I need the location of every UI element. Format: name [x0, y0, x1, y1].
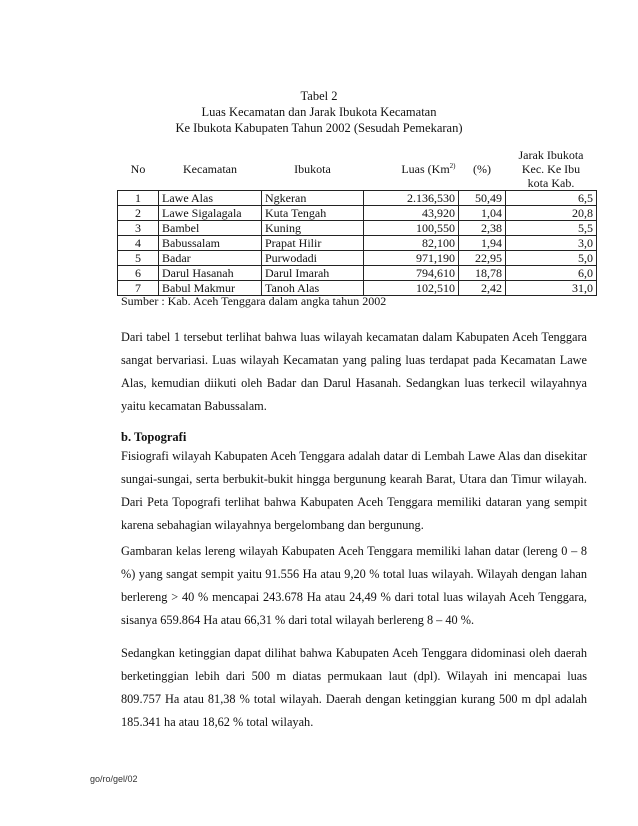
header-luas-label: Luas (Km [401, 162, 450, 176]
cell-persen: 50,49 [459, 191, 506, 206]
cell-luas: 794,610 [364, 266, 459, 281]
cell-luas: 100,550 [364, 221, 459, 236]
table-row [118, 236, 597, 251]
cell-ibukota: Purwodadi [262, 251, 364, 266]
cell-persen: 18,78 [459, 266, 506, 281]
cell-luas: 43,920 [364, 206, 459, 221]
cell-persen: 2,42 [459, 281, 506, 296]
cell-jarak: 5,5 [506, 221, 597, 236]
cell-ibukota: Tanoh Alas [262, 281, 364, 296]
cell-persen: 22,95 [459, 251, 506, 266]
cell-ibukota: Kuta Tengah [262, 206, 364, 221]
cell-no: 4 [118, 236, 159, 251]
cell-no: 1 [118, 191, 159, 206]
cell-persen: 1,04 [459, 206, 506, 221]
table-row [118, 251, 597, 266]
cell-luas: 102,510 [364, 281, 459, 296]
cell-ibukota: Prapat Hilir [262, 236, 364, 251]
cell-persen: 2,38 [459, 221, 506, 236]
page-footer: go/ro/gel/02 [90, 774, 138, 784]
cell-no: 5 [118, 251, 159, 266]
header-jarak-line1: Jarak Ibukota [518, 148, 584, 162]
table-header-row [118, 148, 597, 191]
data-table [117, 148, 597, 296]
cell-kecamatan: Badar [159, 251, 262, 266]
header-jarak [506, 148, 597, 191]
header-no: No [118, 148, 159, 191]
cell-no: 2 [118, 206, 159, 221]
header-persen: (%) [459, 148, 506, 191]
cell-ibukota: Kuning [262, 221, 364, 236]
caption-title: Tabel 2 [300, 89, 338, 103]
cell-jarak: 5,0 [506, 251, 597, 266]
cell-ibukota: Darul Imarah [262, 266, 364, 281]
table-caption [0, 88, 638, 136]
cell-no: 6 [118, 266, 159, 281]
table-row [118, 221, 597, 236]
paragraph-2: Fisiografi wilayah Kabupaten Aceh Tenggara adalah datar di Lembah Lawe Alas dan disekitar sungai-sungai, serta berbukit-bukit hingga bergunung kearah Barat, Utara dan Timur wilayah. Dari Peta Topografi terlihat bahwa Kabupaten Aceh Tenggara memiliki dataran yang sempit karena sebahagian wilayahnya bergelombang dan bergunung. [121, 449, 587, 532]
cell-ibukota: Ngkeran [262, 191, 364, 206]
cell-jarak: 31,0 [506, 281, 597, 296]
cell-persen: 1,94 [459, 236, 506, 251]
paragraph-4: Sedangkan ketinggian dapat dilihat bahwa Kabupaten Aceh Tenggara didominasi oleh daerah berketinggian lebih dari 500 m diatas permukaan laut (dpl). Wilayah ini mencapai luas 809.757 Ha atau 81,38 % total wilayah. Daerah dengan ketinggian kurang 500 m dpl adalah 185.341 ha atau 18,62 % total wilayah. [121, 646, 587, 729]
cell-kecamatan: Babussalam [159, 236, 262, 251]
header-kecamatan: Kecamatan [159, 148, 262, 191]
cell-kecamatan: Bambel [159, 221, 262, 236]
cell-kecamatan: Lawe Alas [159, 191, 262, 206]
cell-no: 3 [118, 221, 159, 236]
table-row [118, 191, 597, 206]
table-source: Sumber : Kab. Aceh Tenggara dalam angka tahun 2002 [121, 294, 387, 308]
cell-jarak: 20,8 [506, 206, 597, 221]
cell-no: 7 [118, 281, 159, 296]
header-luas-sup: 2) [449, 162, 456, 170]
cell-jarak: 3,0 [506, 236, 597, 251]
table-row [118, 266, 597, 281]
caption-subtitle: Luas Kecamatan dan Jarak Ibukota Kecamatan [201, 105, 437, 119]
cell-kecamatan: Darul Hasanah [159, 266, 262, 281]
cell-luas: 2.136,530 [364, 191, 459, 206]
paragraph-1: Dari tabel 1 tersebut terlihat bahwa luas wilayah kecamatan dalam Kabupaten Aceh Tenggara sangat bervariasi. Luas wilayah Kecamatan yang paling luas terdapat pada Kecamatan Lawe Alas, kemudian diikuti oleh Badar dan Darul Hasanah. Sedangkan luas terkecil wilayahnya yaitu kecamatan Babussalam. [121, 330, 587, 413]
header-jarak-line3: kota Kab. [527, 176, 575, 190]
cell-kecamatan: Lawe Sigalagala [159, 206, 262, 221]
cell-luas: 971,190 [364, 251, 459, 266]
paragraph-3: Gambaran kelas lereng wilayah Kabupaten Aceh Tenggara memiliki lahan datar (lereng 0 – 8 %) yang sangat sempit yaitu 91.556 Ha atau 9,20 % total luas wilayah. Wilayah dengan lahan berlereng > 40 % mencapai 243.678 Ha atau 24,49 % dari total luas wilayah Aceh Tenggara, sisanya 659.864 Ha atau 66,31 % dari total wilayah berlereng 8 – 40 %. [121, 544, 587, 627]
section-heading: b. Topografi [121, 430, 187, 444]
header-ibukota: Ibukota [262, 148, 364, 191]
header-jarak-line2: Kec. Ke Ibu [521, 162, 581, 176]
cell-luas: 82,100 [364, 236, 459, 251]
caption-subtitle-2: Ke Ibukota Kabupaten Tahun 2002 (Sesudah Pemekaran) [175, 121, 463, 135]
cell-jarak: 6,5 [506, 191, 597, 206]
table-row [118, 206, 597, 221]
cell-kecamatan: Babul Makmur [159, 281, 262, 296]
cell-jarak: 6,0 [506, 266, 597, 281]
header-luas [364, 148, 459, 191]
